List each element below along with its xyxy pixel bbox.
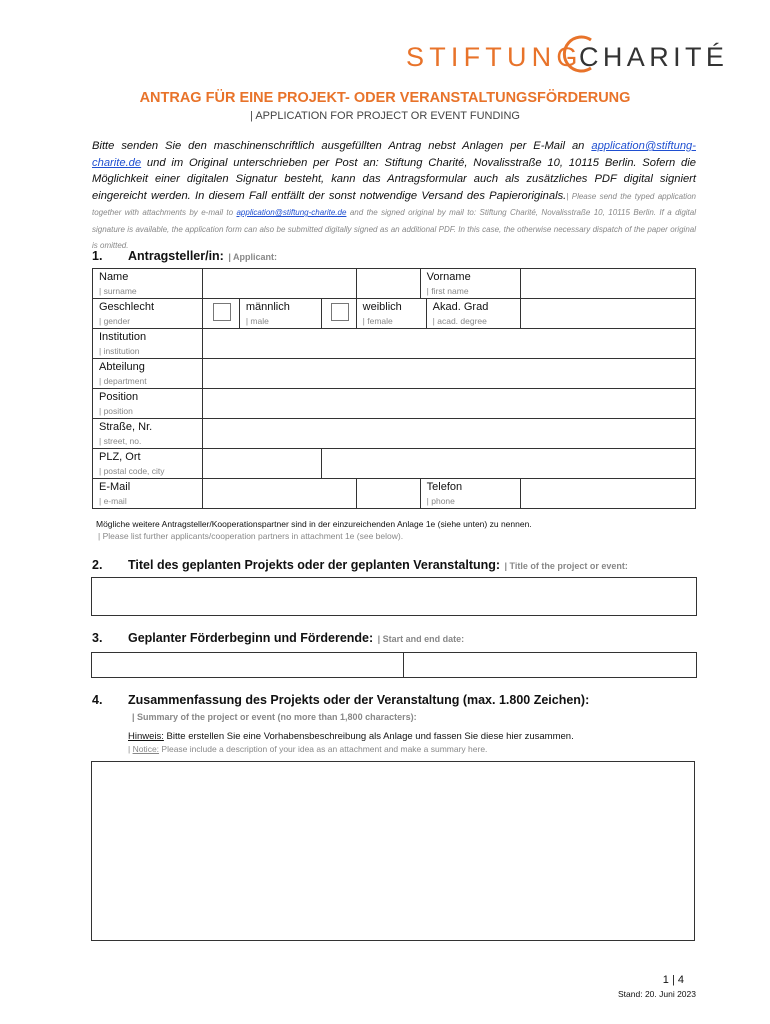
section3-number: 3.	[92, 631, 103, 645]
page-number: 1 | 4	[662, 974, 684, 986]
summary-field[interactable]	[91, 761, 695, 941]
telefon-cell	[356, 479, 520, 509]
intro-text	[92, 138, 696, 254]
section1-heading	[92, 247, 102, 265]
start-date-field[interactable]	[91, 652, 404, 678]
stiftung-charite-logo	[406, 32, 729, 82]
vorname-label: Vorname	[426, 271, 471, 283]
intro-de-part1: Bitte senden Sie den maschinenschriftlich ausgefüllten Antrag nebst Anlagen per E-Mail an	[92, 140, 592, 152]
logo-word-stiftung: STIFTUNG	[406, 42, 583, 72]
grad-sub: | acad. degree	[432, 316, 487, 326]
email-field[interactable]	[202, 479, 356, 509]
hint-label: Hinweis:	[128, 731, 164, 742]
page-subtitle: | APPLICATION FOR PROJECT OR EVENT FUNDING	[250, 110, 520, 122]
revision-date: Stand: 20. Juni 2023	[618, 989, 696, 999]
abteilung-field[interactable]	[202, 359, 695, 389]
logo-word-charite: CHARITÉ	[579, 42, 729, 72]
name-label: Name	[99, 271, 129, 283]
section4-title: Zusammenfassung des Projekts oder der Veranstaltung (max. 1.800 Zeichen):	[128, 693, 590, 707]
name-field[interactable]	[202, 269, 356, 299]
weiblich-label: weiblich	[362, 301, 402, 313]
section4-heading	[92, 691, 102, 709]
position-label-cell	[93, 389, 203, 419]
weiblich-sub: | female	[362, 316, 393, 326]
name-label-cell	[93, 269, 203, 299]
ort-field[interactable]	[321, 449, 695, 479]
institution-label-cell	[93, 329, 203, 359]
position-label: Position	[99, 391, 139, 403]
vorname-sub: | first name	[426, 286, 469, 296]
section4-hint-de	[128, 731, 574, 742]
female-checkbox[interactable]	[331, 303, 349, 321]
section1-note-de: Mögliche weitere Antragsteller/Kooperationspartner sind in der einzureichenden Anlage 1e (siehe unten) zu nennen.	[96, 519, 532, 529]
hint-text: Bitte erstellen Sie eine Vorhabensbeschreibung als Anlage und fassen Sie diese hier zusammen.	[163, 731, 574, 742]
section2-title: Titel des geplanten Projekts oder der geplanten Veranstaltung:	[128, 558, 501, 572]
plz-field[interactable]	[202, 449, 321, 479]
section4-sub: | Summary of the project or event (no more than 1,800 characters):	[132, 712, 417, 722]
intro-email-link[interactable]: application@stiftung-charite.de	[92, 140, 696, 169]
geschlecht-label-cell	[93, 299, 203, 329]
strasse-label: Straße, Nr.	[99, 421, 153, 433]
email-sub: | e-mail	[99, 496, 127, 506]
maennlich-sub: | male	[245, 316, 269, 326]
section4-hint-en	[128, 744, 487, 754]
maennlich-cell	[239, 299, 321, 329]
position-sub: | position	[99, 406, 133, 416]
plz-label: PLZ, Ort	[99, 451, 141, 463]
section3-title: Geplanter Förderbeginn und Förderende:	[128, 631, 374, 645]
male-checkbox[interactable]	[213, 303, 231, 321]
institution-sub: | institution	[99, 346, 140, 356]
male-checkbox-cell	[202, 299, 239, 329]
notice-text: Please include a description of your idea as an attachment and make a summary here.	[159, 744, 488, 754]
abteilung-sub: | department	[99, 376, 147, 386]
section4-number: 4.	[92, 693, 103, 707]
institution-label: Institution	[99, 331, 147, 343]
abteilung-label-cell	[93, 359, 203, 389]
section1-sub: | Applicant:	[228, 252, 277, 262]
intro-de-part2: und im Original unterschrieben per Post an: Stiftung Charité, Novalisstraße 10, 10115 Berlin. Sofern die Möglichkeit einer digitalen Signatur besteht, kann das Antragsformular auch als zusätzliches PDF digital signiert eingereicht werden. In diesem Fall entfällt der sonst notwendige Versand des Papieroriginals.	[92, 156, 696, 202]
section1-note-en: | Please list further applicants/cooperation partners in attachment 1e (see below).	[98, 531, 404, 541]
vorname-field[interactable]	[520, 269, 696, 299]
section1-title-wrap	[128, 247, 277, 265]
section3-title-wrap	[128, 629, 464, 647]
applicant-table	[92, 268, 696, 509]
section3-sub: | Start and end date:	[377, 634, 465, 644]
maennlich-label: männlich	[245, 301, 290, 313]
project-title-field[interactable]	[91, 577, 697, 616]
position-field[interactable]	[202, 389, 695, 419]
telefon-sub: | phone	[426, 496, 455, 506]
strasse-field[interactable]	[202, 419, 695, 449]
section3-heading	[92, 629, 102, 647]
geschlecht-sub: | gender	[99, 316, 131, 326]
female-checkbox-cell	[321, 299, 356, 329]
intro-en-part1: | Please send the typed application together with attachments by e-mail to	[92, 191, 696, 217]
section2-sub: | Title of the project or event:	[504, 561, 628, 571]
strasse-sub: | street, no.	[99, 436, 142, 446]
notice-label: Notice:	[132, 744, 160, 754]
vorname-cell	[356, 269, 520, 299]
email-label-cell	[93, 479, 203, 509]
intro-en-email-link[interactable]: application@stiftung-charite.de	[236, 208, 347, 217]
intro-en-part2: and the signed original by mail to: Stiftung Charité, Novalisstraße 10, 10115 Berlin. If a digital signature is available, the application form can also be submitted digitally signed as an additional PDF. In this case, the otherwise necessary dispatch of the paper original is omitted.	[92, 208, 696, 250]
email-label: E-Mail	[99, 481, 131, 493]
abteilung-label: Abteilung	[99, 361, 145, 373]
plz-sub: | postal code, city	[99, 466, 165, 476]
telefon-field[interactable]	[520, 479, 696, 509]
geschlecht-label: Geschlecht	[99, 301, 155, 313]
notice-prefix: |	[128, 744, 133, 754]
section2-title-wrap	[128, 556, 628, 574]
grad-field[interactable]	[520, 299, 696, 329]
section1-number: 1.	[92, 249, 103, 263]
section4-sub-wrap	[132, 707, 417, 725]
institution-field[interactable]	[202, 329, 695, 359]
section2-number: 2.	[92, 558, 103, 572]
plz-label-cell	[93, 449, 203, 479]
section1-title: Antragsteller/in:	[128, 249, 224, 263]
end-date-field[interactable]	[403, 652, 697, 678]
name-sub: | surname	[99, 286, 137, 296]
weiblich-grad-cell	[356, 299, 520, 329]
strasse-label-cell	[93, 419, 203, 449]
grad-label: Akad. Grad	[432, 301, 489, 313]
telefon-label: Telefon	[426, 481, 463, 493]
page-title: ANTRAG FÜR EINE PROJEKT- ODER VERANSTALTUNGSFÖRDERUNG	[139, 90, 631, 106]
section2-heading	[92, 556, 102, 574]
